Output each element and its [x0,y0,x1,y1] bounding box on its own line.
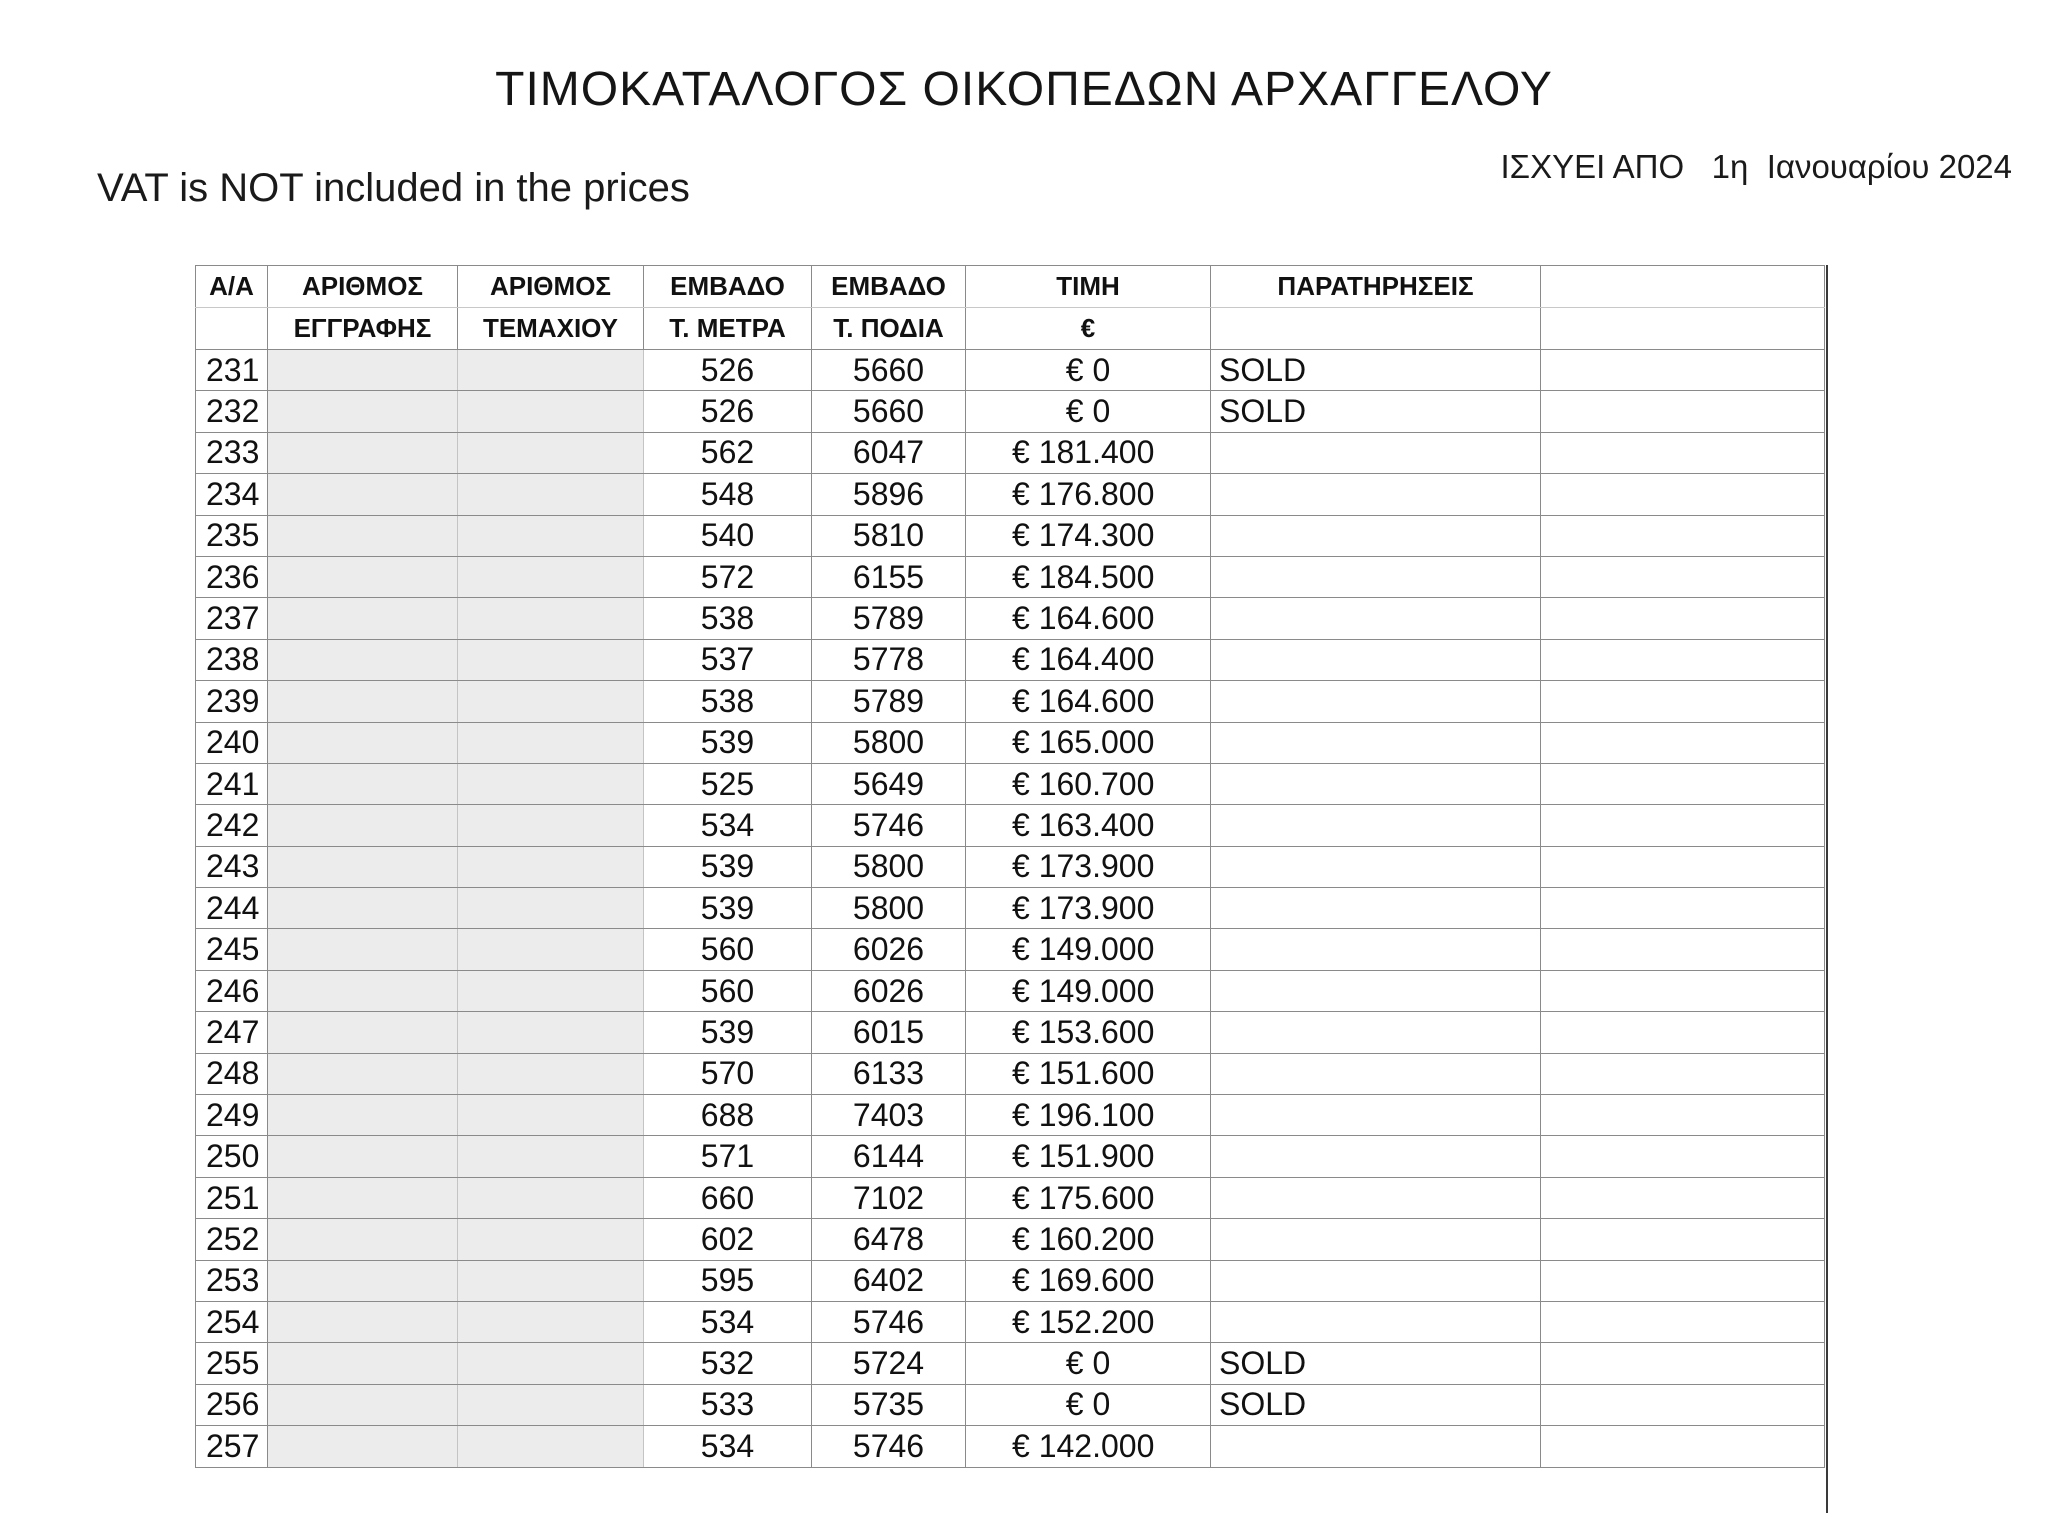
table-row [196,681,1825,722]
area-sqft-cell: 5746 [812,1301,966,1342]
page-title: ΤΙΜΟΚΑΤΑΛΟΓΟΣ ΟΙΚΟΠΕΔΩΝ ΑΡΧΑΓΓΕΛΟΥ [495,63,1553,116]
header-cell: Τ. ΠΟΔΙΑ [812,308,966,350]
lot-number-cell: 236 [196,556,268,597]
empty-cell [1541,556,1825,597]
lot-number-cell: 247 [196,1012,268,1053]
area-sqft-cell: 5649 [812,763,966,804]
plot-number-cell [458,1177,644,1218]
area-sqm-cell: 534 [644,805,812,846]
remarks-cell [1211,970,1541,1011]
price-cell: € 176.800 [966,474,1211,515]
remarks-cell: SOLD [1211,350,1541,391]
area-sqm-cell: 534 [644,1426,812,1467]
lot-number-cell: 244 [196,888,268,929]
empty-cell [1541,846,1825,887]
area-sqft-cell: 5789 [812,598,966,639]
area-sqm-cell: 539 [644,846,812,887]
empty-cell [1541,805,1825,846]
header-cell: ΤΕΜΑΧΙΟΥ [458,308,644,350]
empty-cell [1541,888,1825,929]
remarks-cell [1211,1219,1541,1260]
empty-cell [1541,474,1825,515]
remarks-cell [1211,1136,1541,1177]
header-cell [1541,266,1825,308]
area-sqft-cell: 5660 [812,391,966,432]
empty-cell [1541,350,1825,391]
right-border-rule [1826,265,1828,1513]
remarks-cell [1211,1426,1541,1467]
plot-number-cell [458,1136,644,1177]
area-sqm-cell: 539 [644,1012,812,1053]
empty-cell [1541,1260,1825,1301]
table-row [196,929,1825,970]
table-row [196,722,1825,763]
registration-number-cell [268,432,458,473]
header-row-1 [196,266,1825,308]
registration-number-cell [268,970,458,1011]
registration-number-cell [268,598,458,639]
table-row [196,1260,1825,1301]
plot-number-cell [458,846,644,887]
price-cell: € 175.600 [966,1177,1211,1218]
price-list-sheet [195,265,1825,1468]
table-row [196,515,1825,556]
remarks-cell [1211,888,1541,929]
plot-number-cell [458,1426,644,1467]
empty-cell [1541,1426,1825,1467]
registration-number-cell [268,846,458,887]
header-cell [196,308,268,350]
registration-number-cell [268,1219,458,1260]
table-row [196,1219,1825,1260]
lot-number-cell: 248 [196,1053,268,1094]
remarks-cell [1211,1095,1541,1136]
remarks-cell [1211,1012,1541,1053]
lot-number-cell: 238 [196,639,268,680]
price-cell: € 0 [966,1384,1211,1425]
registration-number-cell [268,391,458,432]
vat-note: VAT is NOT included in the prices [97,166,690,210]
plot-number-cell [458,1301,644,1342]
valid-from-date: ΙΣΧΥΕΙ ΑΠΟ 1η Ιανουαρίου 2024 [1500,148,2012,185]
registration-number-cell [268,1260,458,1301]
plot-number-cell [458,1260,644,1301]
lot-number-cell: 250 [196,1136,268,1177]
remarks-cell [1211,598,1541,639]
header-cell: ΕΓΓΡΑΦΗΣ [268,308,458,350]
area-sqft-cell: 5735 [812,1384,966,1425]
area-sqft-cell: 6015 [812,1012,966,1053]
registration-number-cell [268,1053,458,1094]
empty-cell [1541,1053,1825,1094]
plot-number-cell [458,1343,644,1384]
area-sqft-cell: 6026 [812,970,966,1011]
header-cell: € [966,308,1211,350]
lot-number-cell: 253 [196,1260,268,1301]
registration-number-cell [268,1426,458,1467]
price-cell: € 160.200 [966,1219,1211,1260]
empty-cell [1541,639,1825,680]
area-sqm-cell: 537 [644,639,812,680]
area-sqft-cell: 6155 [812,556,966,597]
area-sqft-cell: 5800 [812,846,966,887]
header-cell: ΑΡΙΘΜΟΣ [268,266,458,308]
price-cell: € 0 [966,1343,1211,1384]
lot-number-cell: 240 [196,722,268,763]
lot-number-cell: 249 [196,1095,268,1136]
area-sqft-cell: 5746 [812,1426,966,1467]
remarks-cell [1211,722,1541,763]
lot-number-cell: 245 [196,929,268,970]
area-sqft-cell: 5800 [812,888,966,929]
registration-number-cell [268,639,458,680]
lot-number-cell: 232 [196,391,268,432]
area-sqm-cell: 540 [644,515,812,556]
lot-number-cell: 246 [196,970,268,1011]
area-sqm-cell: 525 [644,763,812,804]
lot-number-cell: 235 [196,515,268,556]
plot-number-cell [458,474,644,515]
lot-number-cell: 256 [196,1384,268,1425]
price-cell: € 184.500 [966,556,1211,597]
remarks-cell [1211,432,1541,473]
empty-cell [1541,1343,1825,1384]
table-row [196,639,1825,680]
registration-number-cell [268,350,458,391]
empty-cell [1541,722,1825,763]
plot-number-cell [458,722,644,763]
lot-number-cell: 254 [196,1301,268,1342]
lot-number-cell: 255 [196,1343,268,1384]
plot-number-cell [458,1095,644,1136]
area-sqm-cell: 660 [644,1177,812,1218]
registration-number-cell [268,474,458,515]
registration-number-cell [268,763,458,804]
area-sqft-cell: 5800 [812,722,966,763]
table-row [196,1012,1825,1053]
lot-number-cell: 237 [196,598,268,639]
table-row [196,805,1825,846]
remarks-cell: SOLD [1211,1343,1541,1384]
price-cell: € 149.000 [966,929,1211,970]
price-cell: € 164.600 [966,598,1211,639]
remarks-cell [1211,556,1541,597]
empty-cell [1541,763,1825,804]
registration-number-cell [268,722,458,763]
empty-cell [1541,1095,1825,1136]
header-row-2 [196,308,1825,350]
lot-number-cell: 241 [196,763,268,804]
table-row [196,1301,1825,1342]
plot-number-cell [458,805,644,846]
empty-cell [1541,432,1825,473]
header-cell: ΠΑΡΑΤΗΡΗΣΕΙΣ [1211,266,1541,308]
plot-number-cell [458,888,644,929]
registration-number-cell [268,1384,458,1425]
lot-number-cell: 243 [196,846,268,887]
lot-number-cell: 242 [196,805,268,846]
area-sqm-cell: 548 [644,474,812,515]
area-sqft-cell: 7102 [812,1177,966,1218]
empty-cell [1541,391,1825,432]
price-cell: € 142.000 [966,1426,1211,1467]
area-sqft-cell: 7403 [812,1095,966,1136]
empty-cell [1541,598,1825,639]
area-sqm-cell: 602 [644,1219,812,1260]
area-sqft-cell: 6402 [812,1260,966,1301]
area-sqm-cell: 539 [644,722,812,763]
registration-number-cell [268,1095,458,1136]
remarks-cell: SOLD [1211,391,1541,432]
area-sqm-cell: 534 [644,1301,812,1342]
empty-cell [1541,970,1825,1011]
remarks-cell [1211,805,1541,846]
price-cell: € 173.900 [966,846,1211,887]
price-cell: € 164.600 [966,681,1211,722]
price-cell: € 0 [966,350,1211,391]
table-row [196,1426,1825,1467]
area-sqm-cell: 572 [644,556,812,597]
plot-number-cell [458,1012,644,1053]
registration-number-cell [268,1136,458,1177]
remarks-cell: SOLD [1211,1384,1541,1425]
area-sqft-cell: 5746 [812,805,966,846]
registration-number-cell [268,556,458,597]
plot-number-cell [458,1053,644,1094]
table-row [196,598,1825,639]
empty-cell [1541,1012,1825,1053]
registration-number-cell [268,805,458,846]
plot-number-cell [458,1384,644,1425]
area-sqft-cell: 6047 [812,432,966,473]
remarks-cell [1211,929,1541,970]
area-sqft-cell: 5789 [812,681,966,722]
area-sqm-cell: 533 [644,1384,812,1425]
plot-number-cell [458,639,644,680]
price-cell: € 152.200 [966,1301,1211,1342]
table-row [196,1343,1825,1384]
table-row [196,1095,1825,1136]
remarks-cell [1211,681,1541,722]
price-cell: € 149.000 [966,970,1211,1011]
price-cell: € 173.900 [966,888,1211,929]
price-table [195,265,1825,1468]
registration-number-cell [268,888,458,929]
header-cell: ΑΡΙΘΜΟΣ [458,266,644,308]
lot-number-cell: 239 [196,681,268,722]
area-sqm-cell: 526 [644,350,812,391]
empty-cell [1541,1136,1825,1177]
price-cell: € 181.400 [966,432,1211,473]
registration-number-cell [268,1012,458,1053]
area-sqm-cell: 526 [644,391,812,432]
area-sqm-cell: 560 [644,929,812,970]
plot-number-cell [458,432,644,473]
registration-number-cell [268,929,458,970]
lot-number-cell: 251 [196,1177,268,1218]
price-cell: € 0 [966,391,1211,432]
plot-number-cell [458,350,644,391]
lot-number-cell: 257 [196,1426,268,1467]
price-cell: € 196.100 [966,1095,1211,1136]
remarks-cell [1211,1260,1541,1301]
table-row [196,391,1825,432]
table-row [196,1136,1825,1177]
area-sqft-cell: 5660 [812,350,966,391]
plot-number-cell [458,556,644,597]
remarks-cell [1211,474,1541,515]
plot-number-cell [458,970,644,1011]
table-row [196,1053,1825,1094]
area-sqm-cell: 532 [644,1343,812,1384]
header-cell: ΕΜΒΑΔΟ [812,266,966,308]
empty-cell [1541,1384,1825,1425]
remarks-cell [1211,515,1541,556]
header-cell: Τ. ΜΕΤΡΑ [644,308,812,350]
table-row [196,970,1825,1011]
remarks-cell [1211,639,1541,680]
price-cell: € 164.400 [966,639,1211,680]
registration-number-cell [268,515,458,556]
area-sqft-cell: 6026 [812,929,966,970]
empty-cell [1541,929,1825,970]
table-row [196,1177,1825,1218]
registration-number-cell [268,1177,458,1218]
lot-number-cell: 231 [196,350,268,391]
price-cell: € 174.300 [966,515,1211,556]
area-sqm-cell: 571 [644,1136,812,1177]
header-cell [1211,308,1541,350]
price-cell: € 151.600 [966,1053,1211,1094]
lot-number-cell: 252 [196,1219,268,1260]
area-sqm-cell: 538 [644,598,812,639]
table-row [196,1384,1825,1425]
area-sqm-cell: 688 [644,1095,812,1136]
area-sqft-cell: 5810 [812,515,966,556]
header-cell: Α/Α [196,266,268,308]
plot-number-cell [458,681,644,722]
empty-cell [1541,1219,1825,1260]
table-row [196,556,1825,597]
empty-cell [1541,681,1825,722]
area-sqft-cell: 6144 [812,1136,966,1177]
registration-number-cell [268,681,458,722]
area-sqft-cell: 6478 [812,1219,966,1260]
price-cell: € 169.600 [966,1260,1211,1301]
header-cell: ΤΙΜΗ [966,266,1211,308]
plot-number-cell [458,929,644,970]
area-sqm-cell: 538 [644,681,812,722]
table-row [196,846,1825,887]
price-cell: € 165.000 [966,722,1211,763]
plot-number-cell [458,515,644,556]
price-cell: € 160.700 [966,763,1211,804]
area-sqm-cell: 562 [644,432,812,473]
price-cell: € 151.900 [966,1136,1211,1177]
table-row [196,474,1825,515]
empty-cell [1541,1177,1825,1218]
table-row [196,350,1825,391]
table-row [196,763,1825,804]
area-sqft-cell: 5778 [812,639,966,680]
empty-cell [1541,1301,1825,1342]
area-sqft-cell: 5724 [812,1343,966,1384]
registration-number-cell [268,1301,458,1342]
header-cell: ΕΜΒΑΔΟ [644,266,812,308]
remarks-cell [1211,1177,1541,1218]
area-sqm-cell: 595 [644,1260,812,1301]
remarks-cell [1211,1301,1541,1342]
plot-number-cell [458,598,644,639]
area-sqm-cell: 539 [644,888,812,929]
plot-number-cell [458,1219,644,1260]
remarks-cell [1211,763,1541,804]
area-sqm-cell: 560 [644,970,812,1011]
header-cell [1541,308,1825,350]
area-sqft-cell: 6133 [812,1053,966,1094]
lot-number-cell: 233 [196,432,268,473]
area-sqft-cell: 5896 [812,474,966,515]
remarks-cell [1211,846,1541,887]
plot-number-cell [458,763,644,804]
table-row [196,888,1825,929]
remarks-cell [1211,1053,1541,1094]
registration-number-cell [268,1343,458,1384]
table-row [196,432,1825,473]
plot-number-cell [458,391,644,432]
empty-cell [1541,515,1825,556]
price-cell: € 163.400 [966,805,1211,846]
price-cell: € 153.600 [966,1012,1211,1053]
area-sqm-cell: 570 [644,1053,812,1094]
lot-number-cell: 234 [196,474,268,515]
